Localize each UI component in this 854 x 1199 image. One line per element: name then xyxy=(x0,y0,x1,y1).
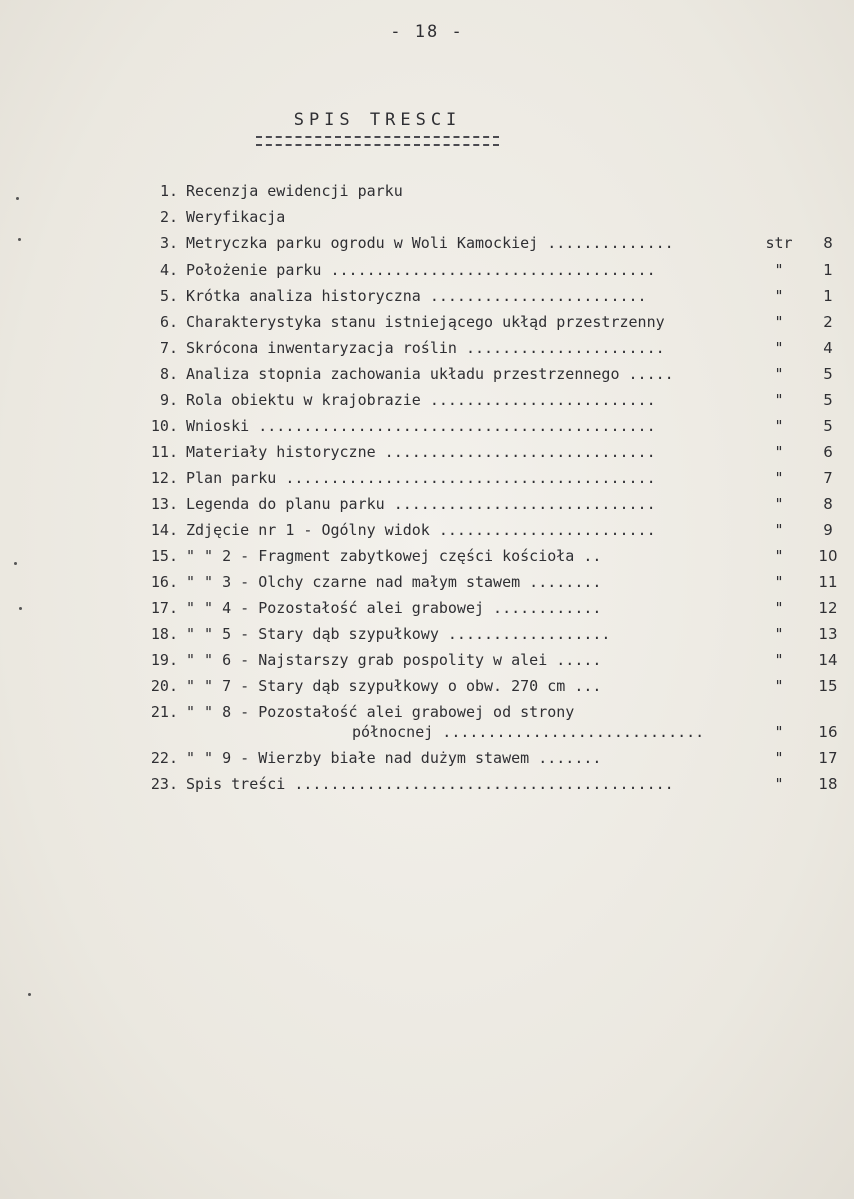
entry-str-label: " xyxy=(774,443,784,461)
entry-number: 23. xyxy=(150,775,178,793)
table-row xyxy=(0,625,854,649)
entry-page-number: 11 xyxy=(818,573,838,591)
entry-str-label: " xyxy=(774,261,784,279)
entry-page-number: 4 xyxy=(823,339,833,357)
table-row xyxy=(0,749,854,773)
entry-number: 19. xyxy=(150,651,178,669)
entry-number: 14. xyxy=(150,521,178,539)
entry-str-label: " xyxy=(774,599,784,617)
entry-page-number: 16 xyxy=(818,723,838,741)
entry-str-label: " xyxy=(774,573,784,591)
entry-number: 12. xyxy=(150,469,178,487)
entry-str-label: " xyxy=(774,625,784,643)
entry-str-label: str xyxy=(765,234,793,252)
entry-str-label: " xyxy=(774,365,784,383)
table-row xyxy=(0,261,854,285)
entry-page-number: 12 xyxy=(818,599,838,617)
table-row xyxy=(0,287,854,311)
entry-title: " " 9 - Wierzby białe nad dużym stawem ....... xyxy=(186,749,602,767)
entry-number: 16. xyxy=(150,573,178,591)
entry-str-label: " xyxy=(774,775,784,793)
entry-number: 20. xyxy=(150,677,178,695)
entry-title: Legenda do planu parku ............................. xyxy=(186,495,656,513)
entry-page-number: 14 xyxy=(818,651,838,669)
entry-title: " " 8 - Pozostałość alei grabowej od strony xyxy=(186,703,575,721)
table-row xyxy=(0,573,854,597)
entry-title: Materiały historyczne .............................. xyxy=(186,443,656,461)
table-row xyxy=(0,208,854,232)
entry-str-label: " xyxy=(774,313,784,331)
entry-title: Zdjęcie nr 1 - Ogólny widok ........................ xyxy=(186,521,656,539)
entry-number: 11. xyxy=(150,443,178,461)
entry-title: " " 4 - Pozostałość alei grabowej ............ xyxy=(186,599,602,617)
entry-number: 18. xyxy=(150,625,178,643)
entry-title: Położenie parku .................................... xyxy=(186,261,656,279)
entry-number: 13. xyxy=(150,495,178,513)
page-number: - 18 - xyxy=(390,22,464,42)
entry-title: " " 6 - Najstarszy grab pospolity w alei ..... xyxy=(186,651,602,669)
entry-title: Skrócona inwentaryzacja roślin ...................... xyxy=(186,339,665,357)
entry-str-label: " xyxy=(774,521,784,539)
entry-number: 6. xyxy=(159,313,178,331)
entry-title: Weryfikacja xyxy=(186,208,286,226)
entry-page-number: 1 xyxy=(823,287,833,305)
table-row xyxy=(0,677,854,701)
table-row xyxy=(0,339,854,363)
entry-str-label: " xyxy=(774,651,784,669)
entry-title: Spis treści .......................................... xyxy=(186,775,674,793)
entry-page-number: 15 xyxy=(818,677,838,695)
entry-str-label: " xyxy=(774,495,784,513)
entry-title: Analiza stopnia zachowania układu przestrzennego ..... xyxy=(186,365,674,383)
document-title: SPIS TRESCI xyxy=(293,110,462,130)
entry-page-number: 17 xyxy=(818,749,838,767)
entry-number: 5. xyxy=(159,287,178,305)
entry-str-label: " xyxy=(774,391,784,409)
entry-page-number: 9 xyxy=(823,521,833,539)
entry-str-label: " xyxy=(774,339,784,357)
entry-str-label: " xyxy=(774,723,784,741)
entry-number: 22. xyxy=(150,749,178,767)
entry-number: 10. xyxy=(150,417,178,435)
table-row xyxy=(0,417,854,441)
entry-page-number: 8 xyxy=(823,495,833,513)
table-row xyxy=(0,182,854,206)
entry-page-number: 8 xyxy=(823,234,833,252)
entry-page-number: 10 xyxy=(818,547,838,565)
entry-title: północnej ............................. xyxy=(352,723,705,741)
entry-page-number: 5 xyxy=(823,417,833,435)
entry-number: 3. xyxy=(159,234,178,252)
table-row xyxy=(0,775,854,799)
table-row xyxy=(0,234,854,258)
entry-page-number: 13 xyxy=(818,625,838,643)
entry-str-label: " xyxy=(774,417,784,435)
entry-title: " " 7 - Stary dąb szypułkowy o obw. 270 cm ... xyxy=(186,677,602,695)
entry-str-label: " xyxy=(774,749,784,767)
entry-title: Charakterystyka stanu istniejącego ukłąd przestrzenny xyxy=(186,313,665,331)
entry-str-label: " xyxy=(774,287,784,305)
entry-number: 8. xyxy=(159,365,178,383)
entry-number: 7. xyxy=(159,339,178,357)
entry-number: 2. xyxy=(159,208,178,226)
table-row xyxy=(0,365,854,389)
entry-page-number: 18 xyxy=(818,775,838,793)
entry-title: " " 2 - Fragment zabytkowej części kościoła .. xyxy=(186,547,602,565)
table-row xyxy=(0,313,854,337)
entry-title: Rola obiektu w krajobrazie ......................... xyxy=(186,391,656,409)
entry-page-number: 7 xyxy=(823,469,833,487)
entry-number: 15. xyxy=(150,547,178,565)
entry-title: Wnioski ............................................ xyxy=(186,417,656,435)
entry-page-number: 1 xyxy=(823,261,833,279)
entry-number: 9. xyxy=(159,391,178,409)
entry-number: 4. xyxy=(159,261,178,279)
entry-str-label: " xyxy=(774,547,784,565)
table-row xyxy=(0,495,854,519)
entry-str-label: " xyxy=(774,469,784,487)
table-row xyxy=(0,391,854,415)
entry-title: Krótka analiza historyczna ........................ xyxy=(186,287,647,305)
entry-page-number: 2 xyxy=(823,313,833,331)
entry-page-number: 5 xyxy=(823,391,833,409)
entry-page-number: 5 xyxy=(823,365,833,383)
entry-title: Metryczka parku ogrodu w Woli Kamockiej .............. xyxy=(186,234,674,252)
table-row xyxy=(0,651,854,675)
entry-title: " " 5 - Stary dąb szypułkowy .................. xyxy=(186,625,611,643)
entry-number: 21. xyxy=(150,703,178,721)
table-row xyxy=(0,599,854,623)
entry-page-number: 6 xyxy=(823,443,833,461)
entry-number: 17. xyxy=(150,599,178,617)
entry-title: Plan parku ......................................... xyxy=(186,469,656,487)
table-row xyxy=(0,521,854,545)
entry-str-label: " xyxy=(774,677,784,695)
table-row xyxy=(0,443,854,467)
table-row xyxy=(0,547,854,571)
table-row xyxy=(0,723,854,747)
entry-title: Recenzja ewidencji parku xyxy=(186,182,403,200)
entry-number: 1. xyxy=(159,182,178,200)
table-row xyxy=(0,469,854,493)
entry-title: " " 3 - Olchy czarne nad małym stawem ........ xyxy=(186,573,602,591)
